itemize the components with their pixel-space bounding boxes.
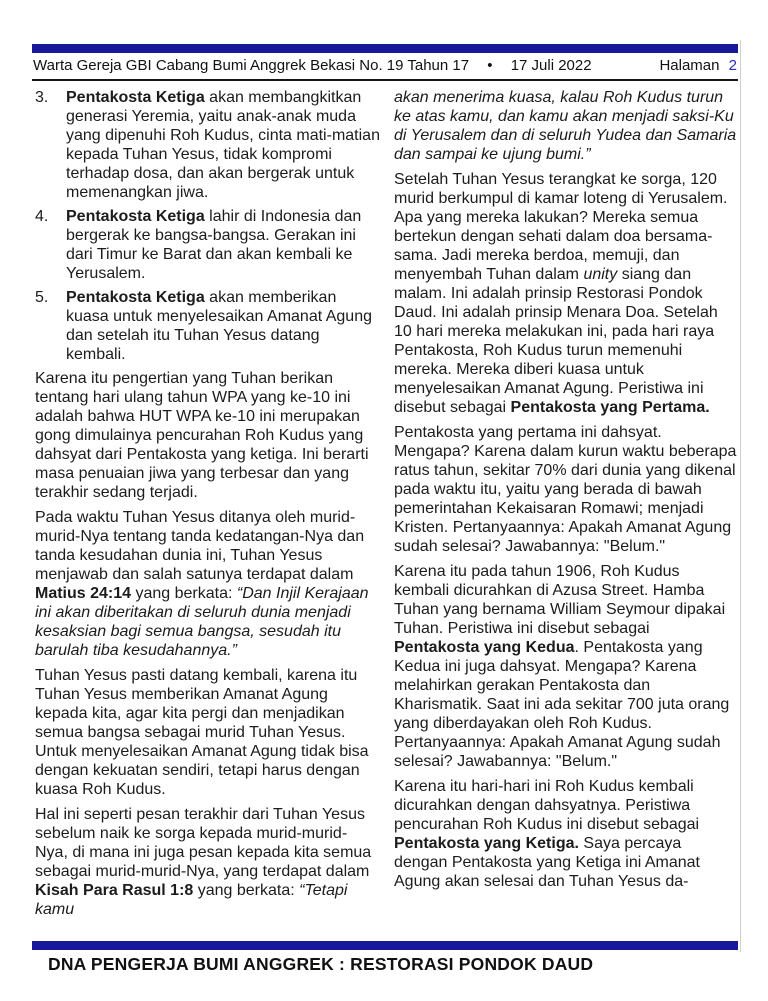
paragraph: Pada waktu Tuhan Yesus ditanya oleh murid-murid-Nya tentang tanda kedatangan-Nya dan tanda kesudahan dunia ini, Tuhan Yesus menjawab dan salah satunya terdapat dalam Matius 24:14 yang berkata: “Dan Injil Kerajaan ini akan diberitakan di seluruh dunia menjadi kesaksian bagi semua bangsa, sesudah itu barulah tiba kesudahannya.” [35, 509, 369, 659]
paragraph: Pentakosta yang pertama ini dahsyat. Mengapa? Karena dalam kurun waktu beberapa ratus tahun, sekitar 70% dari dunia yang dikenal pada waktu itu, yaitu yang berada di bawah pemerintahan Kekaisaran Romawi; menjadi Kristen. Pertanyaannya: Apakah Amanat Agung sudah selesai? Jawabannya: "Belum." [394, 424, 737, 555]
right-column [394, 88, 739, 925]
page-number: 2 [728, 57, 737, 74]
header-date: 17 Juli 2022 [510, 57, 592, 74]
list-item-number: 4. [35, 208, 49, 225]
list-item-text: Pentakosta Ketiga akan membangkitkan generasi Yeremia, yaitu anak-anak muda yang dipenuhi Roh Kudus, cinta mati-matian kepada Tuhan Yesus, tidak kompromi terhadap dosa, dan akan bergerak untuk memenangkan jiwa. [66, 89, 380, 201]
list-item-text: Pentakosta Ketiga akan memberikan kuasa untuk menyelesaikan Amanat Agung dan setelah itu Tuhan Yesus datang kembali. [66, 289, 372, 363]
list-item [35, 207, 380, 283]
page-edge-line [740, 40, 741, 952]
page-header [33, 57, 737, 74]
list-item [35, 288, 380, 364]
left-column [35, 88, 380, 925]
paragraph: Hal ini seperti pesan terakhir dari Tuhan Yesus sebelum naik ke sorga kepada murid-murid-Nya, di mana ini juga pesan kepada kita semua sebagai murid-murid-Nya, yang terdapat dalam Kisah Para Rasul 1:8 yang berkata: “Tetapi kamu [35, 806, 372, 918]
footer-title: DNA PENGERJA BUMI ANGGREK : RESTORASI PONDOK DAUD [48, 954, 594, 974]
header-divider-line [32, 79, 738, 81]
newsletter-title: Warta Gereja GBI Cabang Bumi Anggrek Bekasi No. 19 Tahun 17 [33, 57, 470, 74]
paragraph: Karena itu pada tahun 1906, Roh Kudus kembali dicurahkan di Azusa Street. Hamba Tuhan yang bernama William Seymour dipakai Tuhan. Peristiwa ini disebut sebagai Pentakosta yang Kedua. Pentakosta yang Kedua ini juga dahsyat. Mengapa? Karena melahirkan gerakan Pentakosta dan Kharismatik. Saat ini ada sekitar 700 juta orang yang diberdayakan oleh Roh Kudus. Pertanyaannya: Apakah Amanat Agung sudah selesai? Jawabannya: "Belum." [394, 563, 730, 770]
header-right [659, 57, 737, 74]
header-left [33, 57, 592, 74]
header-separator-dot: • [487, 57, 493, 74]
paragraph: Tuhan Yesus pasti datang kembali, karena itu Tuhan Yesus memberikan Amanat Agung kepada kita, agar kita pergi dan menjadikan semua bangsa sebagai murid Tuhan Yesus. Untuk menyelesaikan Amanat Agung tidak bisa dengan kekuatan sendiri, tetapi harus dengan kuasa Roh Kudus. [35, 667, 369, 798]
footer-accent-bar [32, 941, 738, 950]
paragraph-scripture-continuation: akan menerima kuasa, kalau Roh Kudus turun ke atas kamu, dan kamu akan menjadi saksi-Ku di Yerusalem dan di seluruh Yudea dan Samaria dan sampai ke ujung bumi.” [394, 89, 737, 163]
paragraph: Karena itu pengertian yang Tuhan berikan tentang hari ulang tahun WPA yang ke-10 ini adalah bahwa HUT WPA ke-10 ini merupakan gong dimulainya pencurahan Roh Kudus yang dahsyat dari Pentakosta yang ketiga. Ini berarti masa penuaian jiwa yang terbesar dan yang terakhir sedang terjadi. [35, 370, 369, 501]
paragraph: Setelah Tuhan Yesus terangkat ke sorga, 120 murid berkumpul di kamar loteng di Yerusalem. Apa yang mereka lakukan? Mereka semua bertekun dengan sehati dalam doa bersama-sama. Jadi mereka berdoa, memuji, dan menyembah Tuhan dalam unity siang dan malam. Ini adalah prinsip Restorasi Pondok Daud. Ini adalah prinsip Menara Doa. Setelah 10 hari mereka melakukan ini, pada hari raya Pentakosta, Roh Kudus turun memenuhi mereka. Mereka diberi kuasa untuk menyelesaikan Amanat Agung. Peristiwa ini disebut sebagai Pentakosta yang Pertama. [394, 171, 728, 416]
header-accent-bar [32, 44, 738, 53]
list-item-number: 3. [35, 89, 49, 106]
list-item-text: Pentakosta Ketiga lahir di Indonesia dan bergerak ke bangsa-bangsa. Gerakan ini dari Timur ke Barat dan akan kembali ke Yerusalem. [66, 208, 362, 282]
page-label: Halaman [659, 57, 720, 74]
article-body [35, 88, 740, 925]
list-item [35, 88, 380, 202]
paragraph: Karena itu hari-hari ini Roh Kudus kembali dicurahkan dengan dahsyatnya. Peristiwa pencurahan Roh Kudus ini disebut sebagai Pentakosta yang Ketiga. Saya percaya dengan Pentakosta yang Ketiga ini Amanat Agung akan selesai dan Tuhan Yesus da- [394, 778, 700, 890]
list-item-number: 5. [35, 289, 49, 306]
